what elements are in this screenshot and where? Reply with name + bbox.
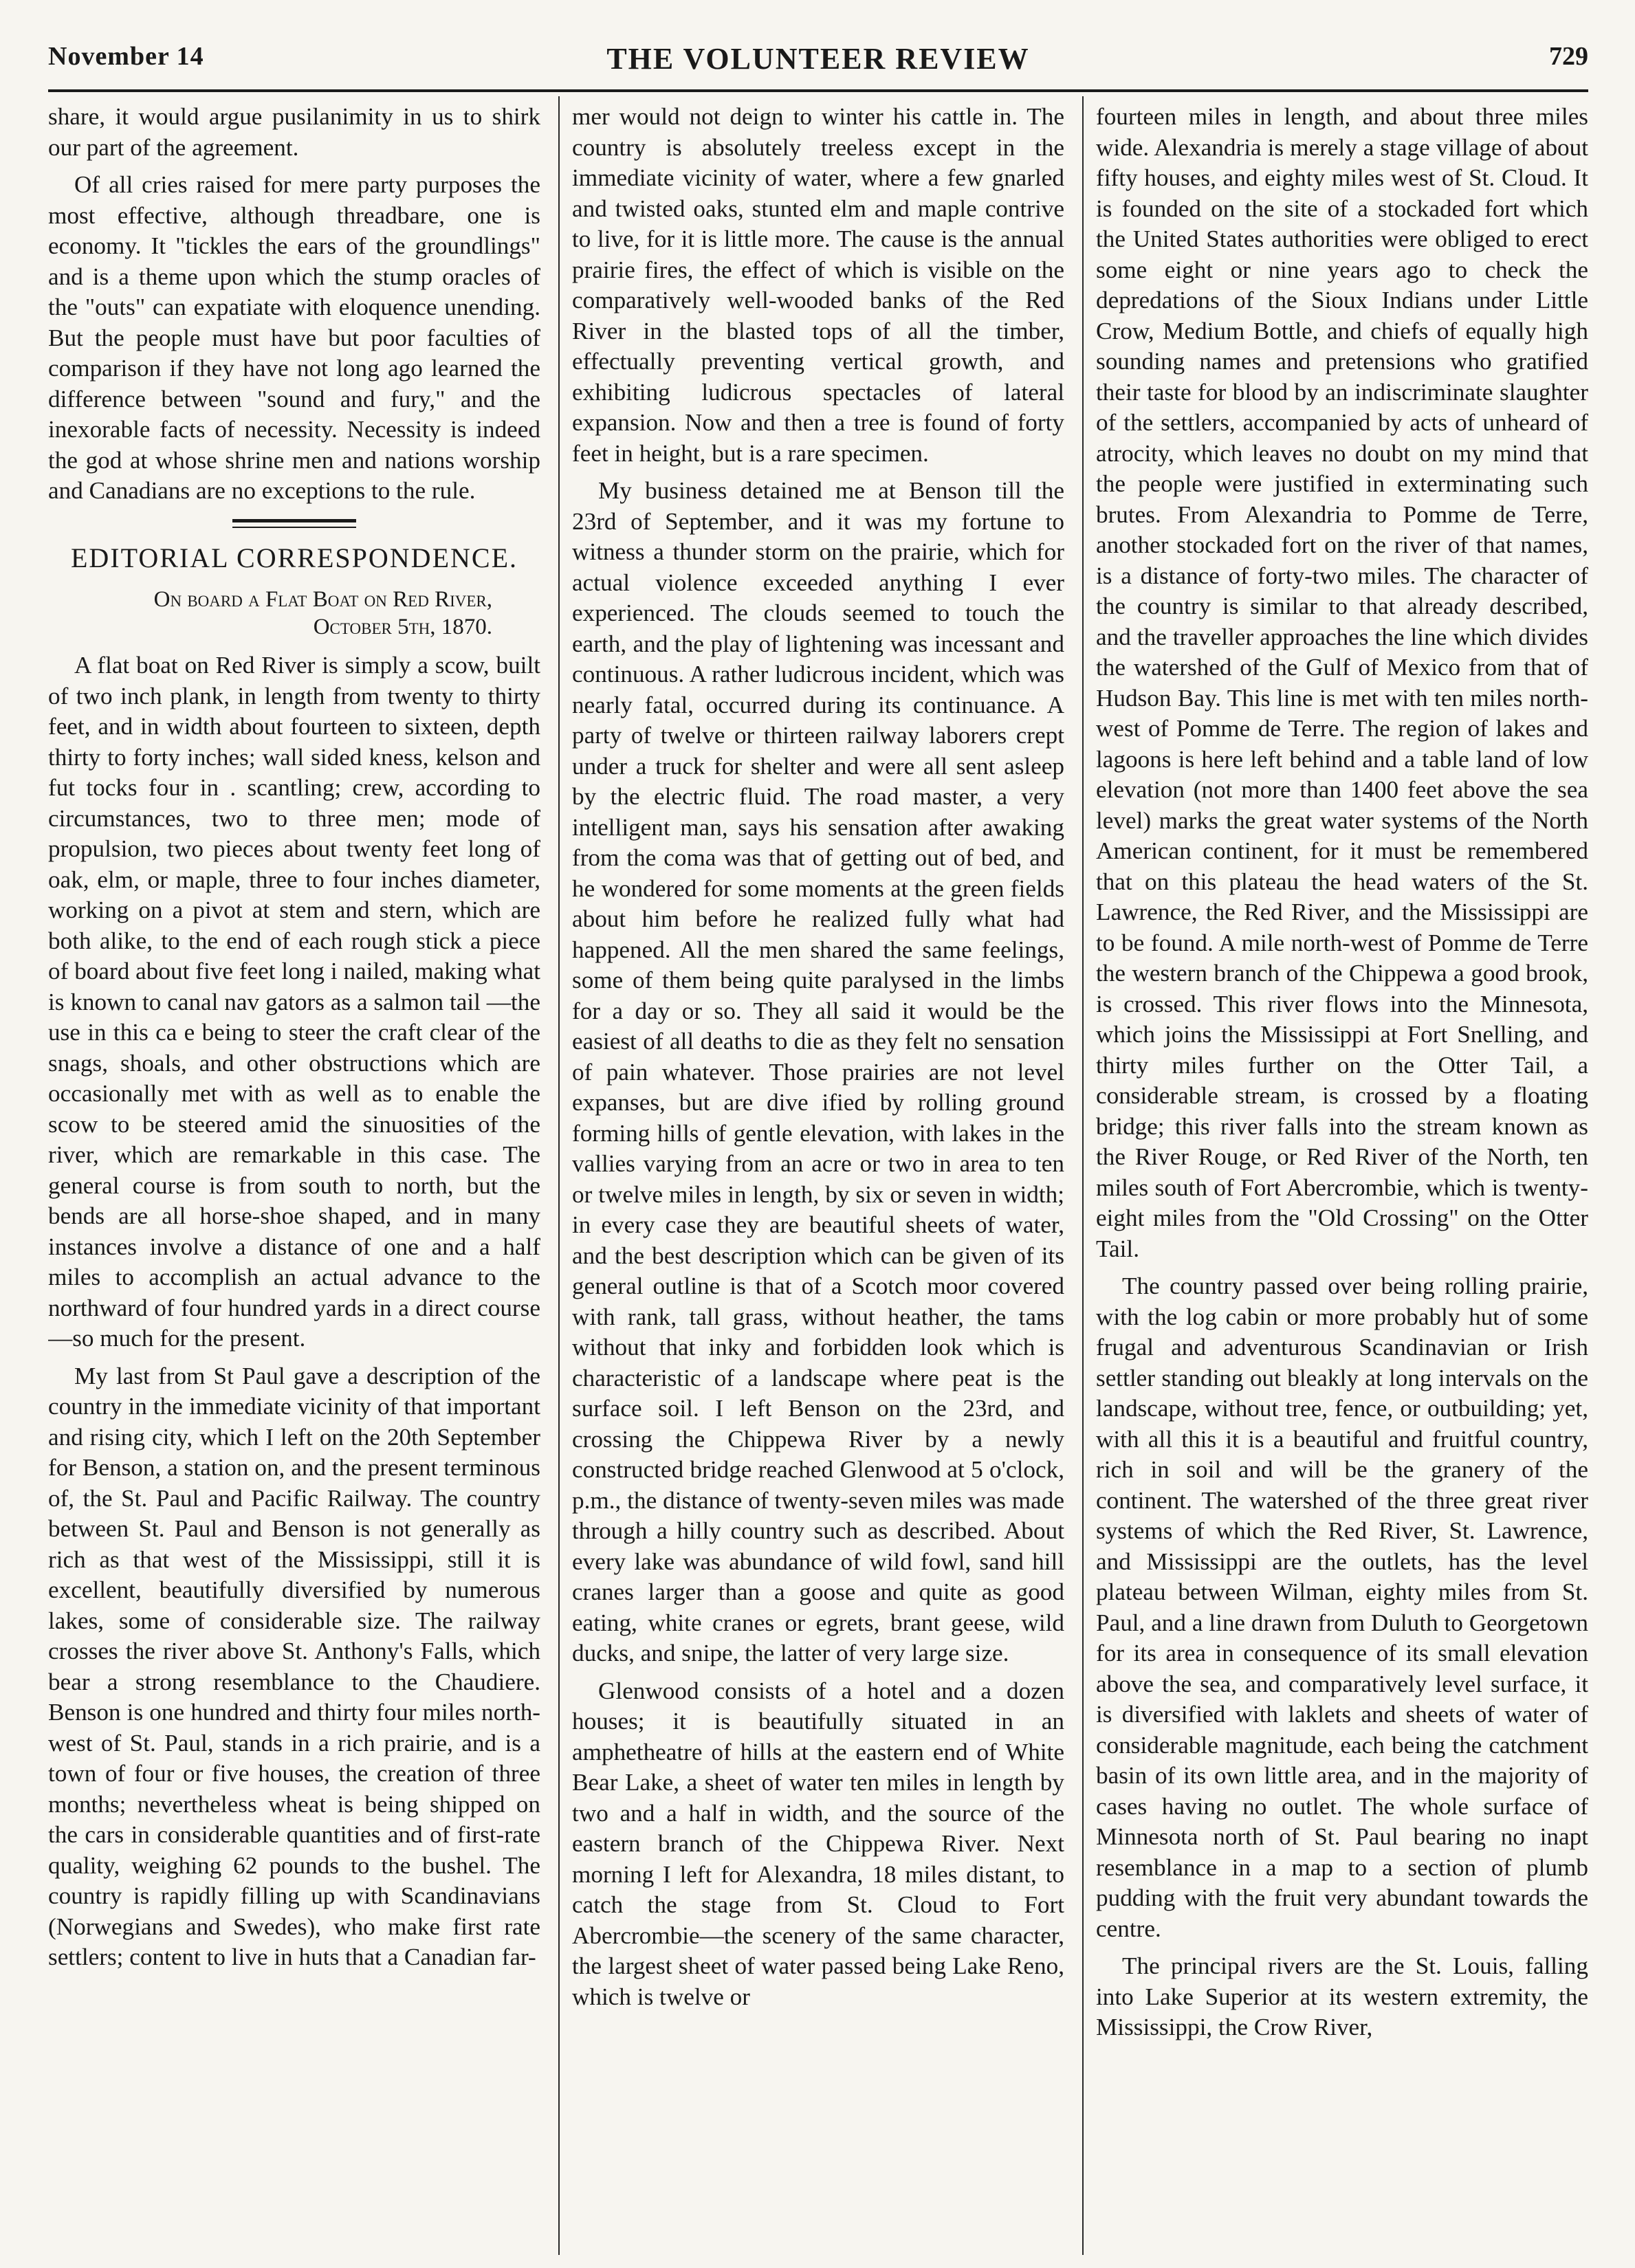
- column-3: [1096, 102, 1588, 2233]
- column-divider: [1082, 96, 1084, 2255]
- paragraph: The country passed over being rolling prairie, with the log cabin or more probably hut of some frugal and adventurous Scandinavian or Irish settler standing out bleakly at long intervals on the landscape, without tree, fence, or outbuilding; yet, with all this it is a beautiful and fruitful country, rich in soil and will be the granery of the continent. The watershed of the three great river systems of which the Red River, St. Lawrence, and Mississippi are the outlets, has the level plateau between Wilman, eighty miles from St. Paul, and a line drawn from Duluth to Georgetown for its area in consequence of its small elevation above the sea, and comparatively level surface, it is diversified with laklets and sheets of water of considerable magnitude, each being the catchment basin of its own little area, and in the majority of cases having no outlet. The whole surface of Minnesota north of St. Paul bearing no inapt resemblance in a map to a section of plumb pudding with the fruit very abundant towards the centre.: [1096, 1273, 1588, 1942]
- paragraph: Glenwood consists of a hotel and a dozen houses; it is beautifully situated in an amphetheatre of hills at the eastern end of White Bear Lake, a sheet of water ten miles in length by two and a half in width, and the source of the eastern branch of the Chippewa River. Next morning I left for Alexandra, 18 miles distant, to catch the stage from St. Cloud to Fort Abercrombie—the scenery of the same character, the largest sheet of water passed being Lake Reno, which is twelve or: [572, 1677, 1064, 2010]
- issue-date: November 14: [48, 42, 204, 71]
- dateline: [48, 586, 540, 641]
- paragraph: A flat boat on Red River is simply a scow, built of two inch plank, in length from twenty to thirty feet, and in width about fourteen to sixteen, depth thirty to forty inches; wall sided kness, kelson and fut tocks four in . scantling; crew, according to circumstances, two to three men; mode of propulsion, two pieces about twenty feet long of oak, elm, or maple, three to four inches diameter, working on a pivot at stem and stern, which are both alike, to the end of each rough stick a piece of board about five feet long i nailed, making what is known to canal nav gators as a salmon tail —the use in this ca e being to steer the craft clear of the snags, shoals, and other obstructions which are occasionally met with as well as to enable the scow to be steered amid the sinuosities of the river, which are remarkable in this case. The general course is from south to north, but the bends are all horse-shoe shaped, and in many instances involve a distance of one and a half miles to accomplish an actual advance to the northward of four hundred yards in a direct course—so much for the present.: [48, 652, 540, 1352]
- header-rule: [48, 89, 1588, 92]
- paragraph: My business detained me at Benson till the 23rd of September, and it was my fortune to witness a thunder storm on the prairie, which for actual violence exceeded anything I ever experienced. The clouds seemed to touch the earth, and the play of lightening was incessant and continuous. A rather ludicrous incident, which was nearly fatal, occurred during its continuance. A party of twelve or thirteen railway laborers crept under a truck for shelter and were all sent asleep by the electric fluid. The road master, a very intelligent man, says his sensation after awaking from the coma was that of getting out of bed, and he wondered for some moments at the green fields about him before he realized fully what had happened. All the men shared the same feelings, some of them being quite paralysed in the limbs for a day or so. They all said it would be the easiest of all deaths to die as they felt no sensation of pain whatever. Those prairies are not level expanses, but are dive ified by rolling ground forming hills of gentle elevation, with lakes in the vallies varying from an acre or two in area to ten or twelve miles in length, by six or seven in width; in every case they are beautiful sheets of water, and the best description which can be given of its general outline is that of a Scotch moor covered with rank, tall grass, without heather, the tams without that inky and forbidden look which is characteristic of a landscape where peat is the surface soil. I left Benson on the 23rd, and crossing the Chippewa River by a newly constructed bridge reached Glenwood at 5 o'clock, p.m., the distance of twenty-seven miles was made through a hilly country such as described. About every lake was abundance of wild fowl, sand hill cranes larger than a goose and quite as good eating, white cranes or egrets, brant geese, wild ducks, and snipe, the latter of very large size.: [572, 477, 1064, 1666]
- page-header: [48, 41, 1588, 89]
- paragraph: The principal rivers are the St. Louis, falling into Lake Superior at its western extremity, the Mississippi, the Crow River,: [1096, 1952, 1588, 2040]
- dateline-date: October 5th, 1870.: [313, 615, 492, 639]
- paragraph: fourteen miles in length, and about three miles wide. Alexandria is merely a stage village of about fifty houses, and eighty miles west of St. Cloud. It is founded on the site of a stockaded fort which the United States authorities were obliged to erect some eight or nine years ago to check the depredations of the Sioux Indians under Little Crow, Medium Bottle, and chiefs of equally high sounding names and pretensions who gratified their taste for blood by an indiscriminate slaughter of the settlers, accompanied by acts of unheard of atrocity, which leaves no doubt on my mind that the people were justified in exterminating such brutes. From Alexandria to Pomme de Terre, another stockaded fort on the river of that names, is a distance of forty-two miles. The character of the country is similar to that already described, and the traveller approaches the line which divides the watershed of the Gulf of Mexico from that of Hudson Bay. This line is met with ten miles north-west of Pomme de Terre. The region of lakes and lagoons is here left behind and a table land of low elevation (not more than 1400 feet above the sea level) marks the great water systems of the North American continent, for it must be remembered that on this plateau the head waters of the St. Lawrence, the Red River, and the Mississippi are to be found. A mile north-west of Pomme de Terre the western branch of the Chippewa a good brook, is crossed. This river flows into the Minnesota, which joins the Mississippi at Fort Snelling, and thirty miles further on the Otter Tail, a considerable stream, is crossed by a floating bridge; this river falls into the stream known as the River Rouge, or Red River of the North, ten miles south of Fort Abercrombie, which is twenty-eight miles from the "Old Crossing" on the Otter Tail.: [1096, 103, 1588, 1262]
- paragraph: mer would not deign to winter his cattle in. The country is absolutely treeless except in the immediate vicinity of water, where a few gnarled and twisted oaks, stunted elm and maple contrive to live, for it is little more. The cause is the annual prairie fires, the effect of which is visible on the comparatively well-wooded banks of the Red River in the blasted tops of all the timber, effectually preventing vertical growth, and exhibiting ludicrous spectacles of lateral expansion. Now and then a tree is found of forty feet in height, but is a rare specimen.: [572, 103, 1064, 467]
- paragraph: share, it would argue pusilanimity in us to shirk our part of the agreement.: [48, 103, 540, 161]
- paragraph: My last from St Paul gave a description of the country in the immediate vicinity of that important and rising city, which I left on the 20th September for Benson, a station on, and the present terminous of, the St. Paul and Pacific Railway. The country between St. Paul and Benson is not generally as rich as that west of the Mississippi, still it is excellent, beautifully diversified by numerous lakes, some of considerable size. The railway crosses the river above St. Anthony's Falls, which bear a strong resemblance to the Chaudiere. Benson is one hundred and thirty four miles north-west of St. Paul, stands in a rich prairie, and is a town of four or five houses, the creation of three months; nevertheless wheat is being shipped on the cars in considerable quantities and of first-rate quality, weighing 62 pounds to the bushel. The country is rapidly filling up with Scandinavians (Norwegians and Swedes), who make first rate settlers; content to live in huts that a Canadian far-: [48, 1362, 540, 1970]
- column-2: [572, 102, 1064, 2233]
- page-number: 729: [1549, 42, 1588, 71]
- publication-title: THE VOLUNTEER REVIEW: [606, 42, 1030, 76]
- column-1: [48, 102, 540, 2233]
- column-divider: [558, 96, 560, 2255]
- dateline-place: On board a Flat Boat on Red River,: [153, 587, 492, 612]
- section-title: EDITORIAL CORRESPONDENCE.: [70, 542, 518, 573]
- section-separator: [232, 519, 356, 528]
- paragraph: Of all cries raised for mere party purposes the most effective, although threadbare, one is economy. It "tickles the ears of the groundlings" and is a theme upon which the stump oracles of the "outs" can expatiate with eloquence unending. But the people must have but poor faculties of comparison if they have not long ago learned the difference between "sound and fury," and the inexorable facts of necessity. Necessity is indeed the god at whose shrine men and nations worship and Canadians are no exceptions to the rule.: [48, 171, 540, 504]
